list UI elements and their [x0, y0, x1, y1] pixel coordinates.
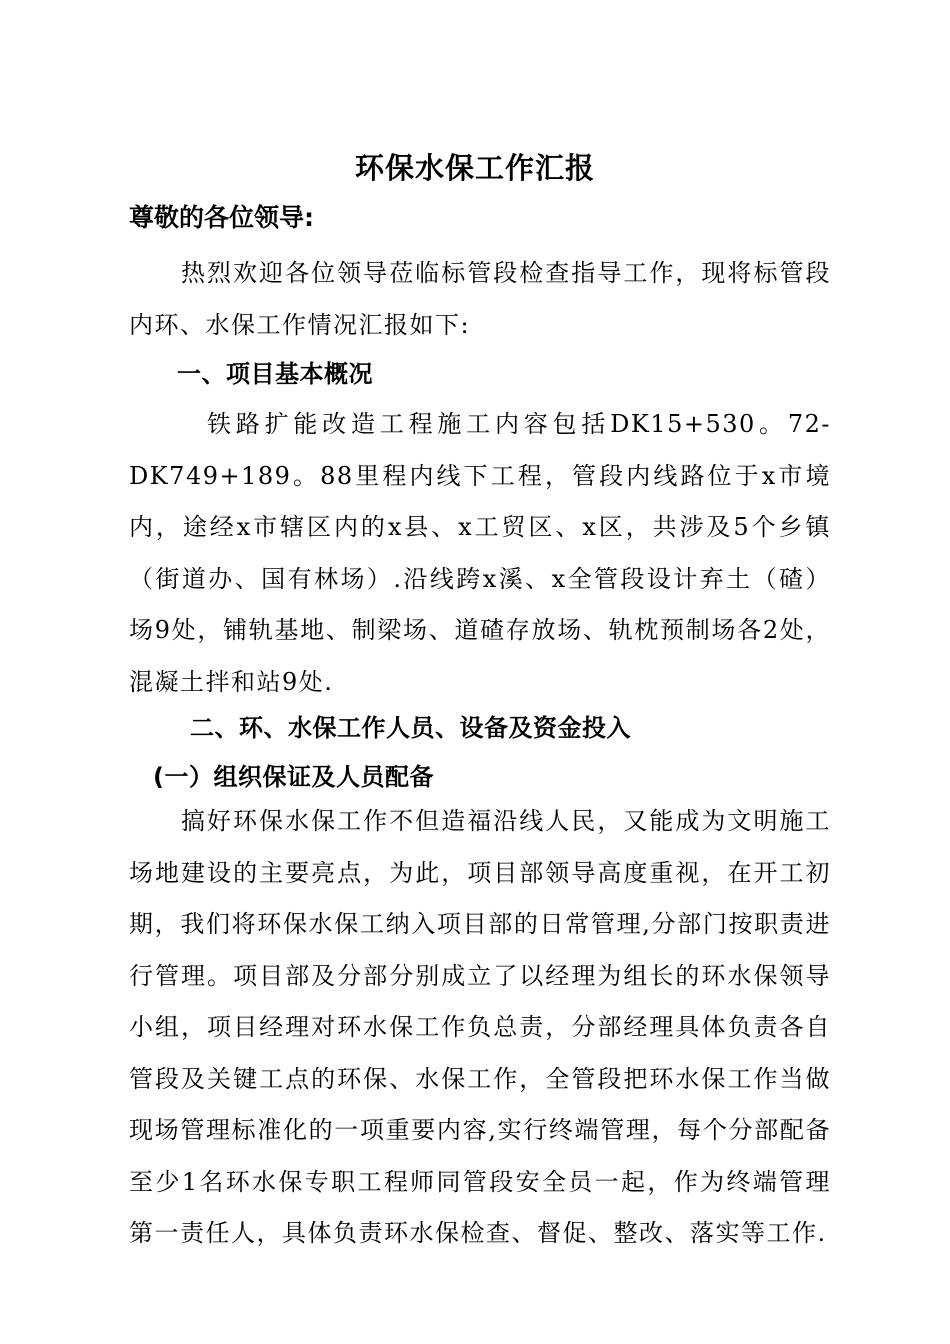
section-1-heading: 一、项目基本概况: [177, 360, 373, 388]
greeting: 尊敬的各位领导:: [129, 203, 314, 232]
intro-paragraph: 热烈欢迎各位领导莅临标管段检查指导工作，现将标管段内环、水保工作情况汇报如下:: [129, 259, 831, 339]
section-2-1-paragraph: 搞好环保水保工作不但造福沿线人民，又能成为文明施工场地建设的主要亮点，为此，项目部领导高度重视，在开工初期，我们将环保水保工纳入项目部的日常管理,分部门按职责进行管理。项目部及分部分别成立了以经理为组长的环水保领导小组，项目经理对环水保工作负总责，分部经理具体负责各自管段及关键工点的环保、水保工作，全管段把环水保工作当做现场管理标准化的一项重要内容,实行终端管理，每个分部配备至少1名环水保专职工程师同管段安全员一起，作为终端管理第一责任人，具体负责环水保检查、督促、整改、落实等工作.: [129, 807, 831, 1247]
section-1-paragraph: 铁路扩能改造工程施工内容包括DK15+530。72-DK749+189。88里程内线下工程，管段内线路位于x市境内，途经x市辖区内的x县、x工贸区、x区，共涉及5个乡镇（街道办、国有林场）.沿线跨x溪、x全管段设计弃土（碴）场9处，铺轨基地、制梁场、道碴存放场、轨枕预制场各2处，混凝土拌和站9处.: [129, 410, 831, 696]
section-2-heading: 二、环、水保工作人员、设备及资金投入: [190, 714, 631, 742]
section-2-1-heading: (一）组织保证及人员配备: [153, 763, 434, 791]
document-title: 环保水保工作汇报: [354, 151, 595, 185]
